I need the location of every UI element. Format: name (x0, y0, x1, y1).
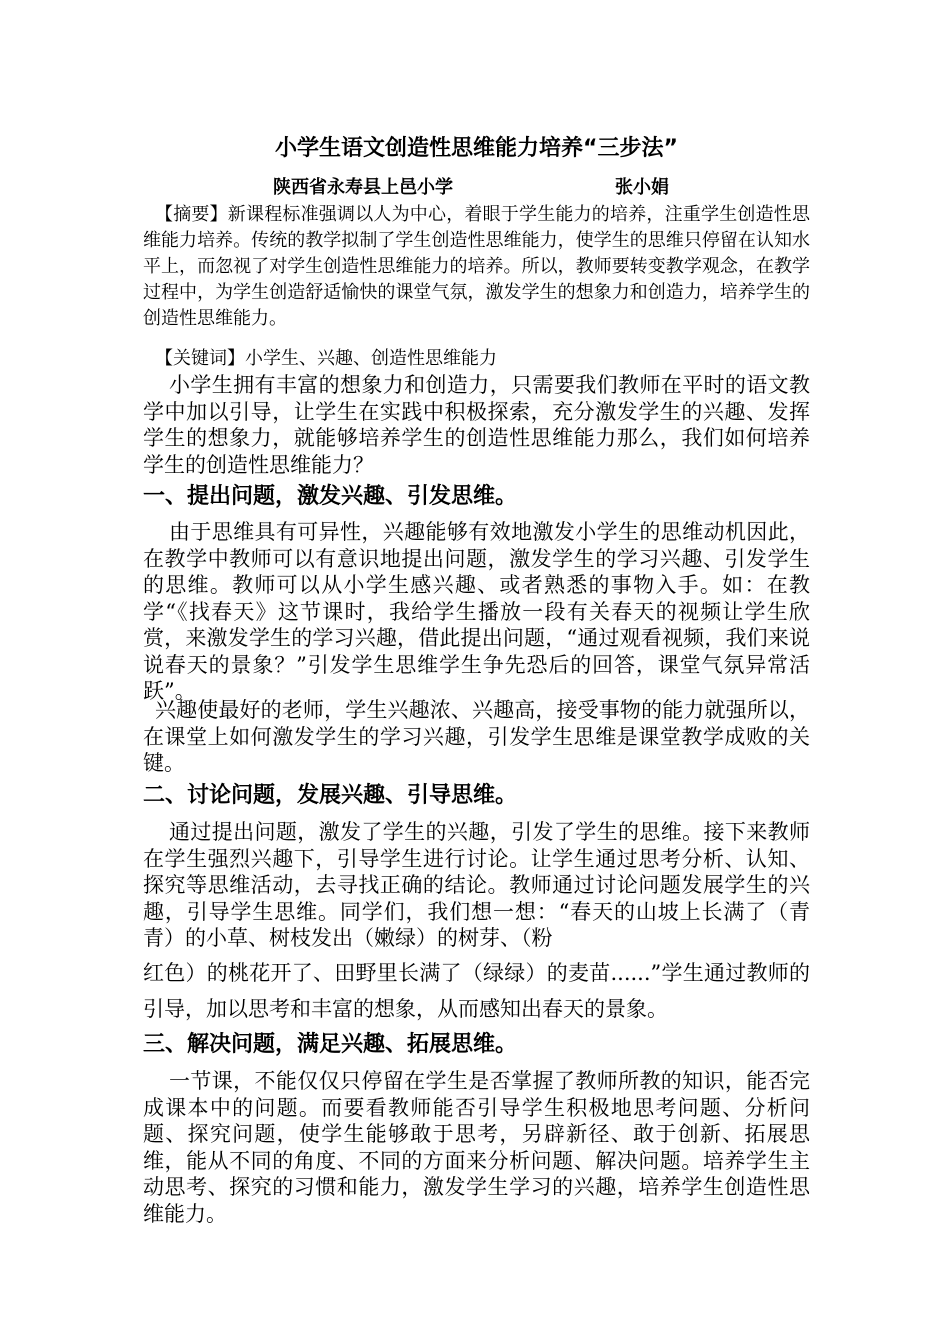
section-1-paragraph-1: 由于思维具有可异性，兴趣能够有效地激发小学生的思维动机因此，在教学中教师可以有意识地提出问题，激发学生的学习兴趣、引发学生的思维。教师可以从小学生感兴趣、或者熟悉的事物入手。如：在教学“《找春天》这节课时，我给学生播放一段有关春天的视频让学生欣赏，来激发学生的学习兴趣，借此提出问题，“通过观看视频，我们来说说春天的景象？”引发学生思维学生争先恐后的回答，课堂气氛异常活跃”。 (143, 520, 810, 703)
abstract-paragraph: 【摘要】新课程标准强调以人为中心，着眼于学生能力的培养，注重学生创造性思维能力培养。传统的教学拟制了学生创造性思维能力，使学生的思维只停留在认知水平上，而忽视了对学生创造性思维能力的培养。所以，教师要转变教学观念，在教学过程中，为学生创造舒适愉快的课堂气氛，激发学生的想象力和创造力，培养学生的创造性思维能力。 (143, 204, 810, 329)
section-1-heading: 一、提出问题，激发兴趣、引发思维。 (143, 484, 518, 509)
author-name: 张小娟 (615, 177, 669, 198)
keywords-line: 【关键词】小学生、兴趣、创造性思维能力 (155, 348, 497, 369)
section-2-heading: 二、讨论问题，发展兴趣、引导思维。 (143, 783, 518, 808)
section-2-paragraph-1: 通过提出问题，激发了学生的兴趣，引发了学生的思维。接下来教师在学生强烈兴趣下，引导学生进行讨论。让学生通过思考分析、认知、探究等思维活动，去寻找正确的结论。教师通过讨论问题发展学生的兴趣，引导学生思维。同学们，我们想一想：“春天的山坡上长满了（青青）的小草、树枝发出（嫩绿）的树芽、（粉 (143, 820, 810, 950)
section-1-paragraph-2: 兴趣使最好的老师，学生兴趣浓、兴趣高，接受事物的能力就强所以，在课堂上如何激发学生的学习兴趣，引发学生思维是课堂教学成败的关键。 (143, 698, 810, 775)
section-3-paragraph-1: 一节课，不能仅仅只停留在学生是否掌握了教师所教的知识，能否完成课本中的问题。而要看教师能否引导学生积极地思考问题、分析问题、探究问题，使学生能够敢于思考，另辟新径、敢于创新、拓展思维，能从不同的角度、不同的方面来分析问题、解决问题。培养学生主动思考、探究的习惯和能力，激发学生学习的兴趣，培养学生创造性思维能力。 (143, 1069, 810, 1226)
document-title: 小学生语文创造性思维能力培养“三步法” (275, 136, 678, 161)
section-3-heading: 三、解决问题，满足兴趣、拓展思维。 (143, 1032, 518, 1057)
section-2-paragraph-1-continued: 红色）的桃花开了、田野里长满了（绿绿）的麦苗......”学生通过教师的引导，加以思考和丰富的想象，从而感知出春天的景象。 (143, 961, 810, 1021)
school-name: 陕西省永寿县上邑小学 (273, 177, 453, 198)
intro-paragraph: 小学生拥有丰富的想象力和创造力，只需要我们教师在平时的语文教学中加以引导，让学生在实践中积极探索，充分激发学生的兴趣、发挥学生的想象力，就能够培养学生的创造性思维能力那么，我们如何培养学生的创造性思维能力？ (143, 373, 810, 477)
